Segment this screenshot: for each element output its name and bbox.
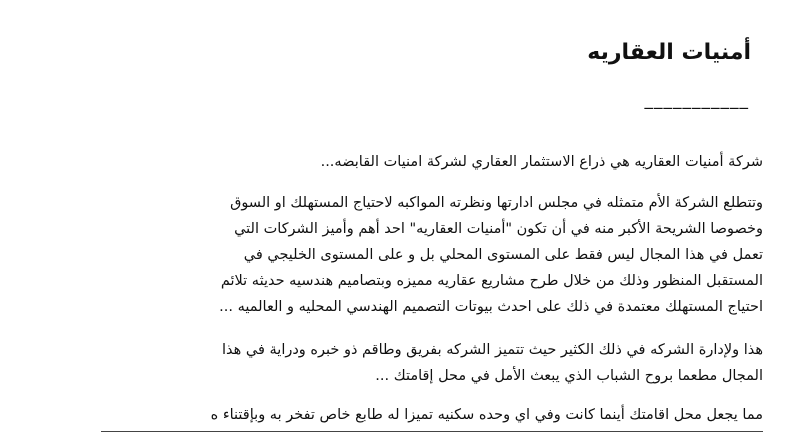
paragraph-line: وتتطلع الشركة الأم متمثله في مجلس ادارتها ونظرته المواكبه لاحتياج المستهلك او السوق [230,195,763,211]
paragraph-line: تعمل في هذا المجال ليس فقط على المستوى المحلي بل و على المستوى الخليجي في [243,247,763,263]
paragraph-line: هذا ولإدارة الشركه في ذلك الكثير حيث تتميز الشركه بفريق وطاقم ذو خبره ودراية في هذا [221,342,763,358]
paragraph-closing [211,402,763,428]
paragraph-team [222,337,763,389]
paragraph-intro [321,149,763,175]
paragraph-line: شركة أمنيات العقاريه هي ذراع الاستثمار العقاري لشركة امنيات القابضه... [320,154,763,170]
paragraph-line: المستقبل المنظور وذلك من خلال طرح مشاريع عقاريه مميزه وبتصاميم هندسيه حديثه تلائم [220,273,763,289]
bottom-divider [101,431,763,432]
paragraph-line: المجال مطعما بروح الشباب الذي يبعث الأمل في محل إقامتك ... [375,368,763,384]
title-underline: ___________ [644,90,749,110]
paragraph-vision [219,190,763,320]
paragraph-line: احتياج المستهلك معتمدة في ذلك على احدث بيوتات التصميم الهندسي المحليه و العالميه ... [219,299,763,315]
paragraph-line: مما يجعل محل اقامتك أينما كانت وفي اي وحده سكنيه تميزا له طابع خاص تفخر به وبإقتناء ه [210,407,763,423]
page-title: أمنيات العقاريه [587,40,751,65]
paragraph-line: وخصوصا الشريحة الأكبر منه في أن تكون "أمنيات العقاريه" احد أهم وأميز الشركات التي [234,221,763,237]
